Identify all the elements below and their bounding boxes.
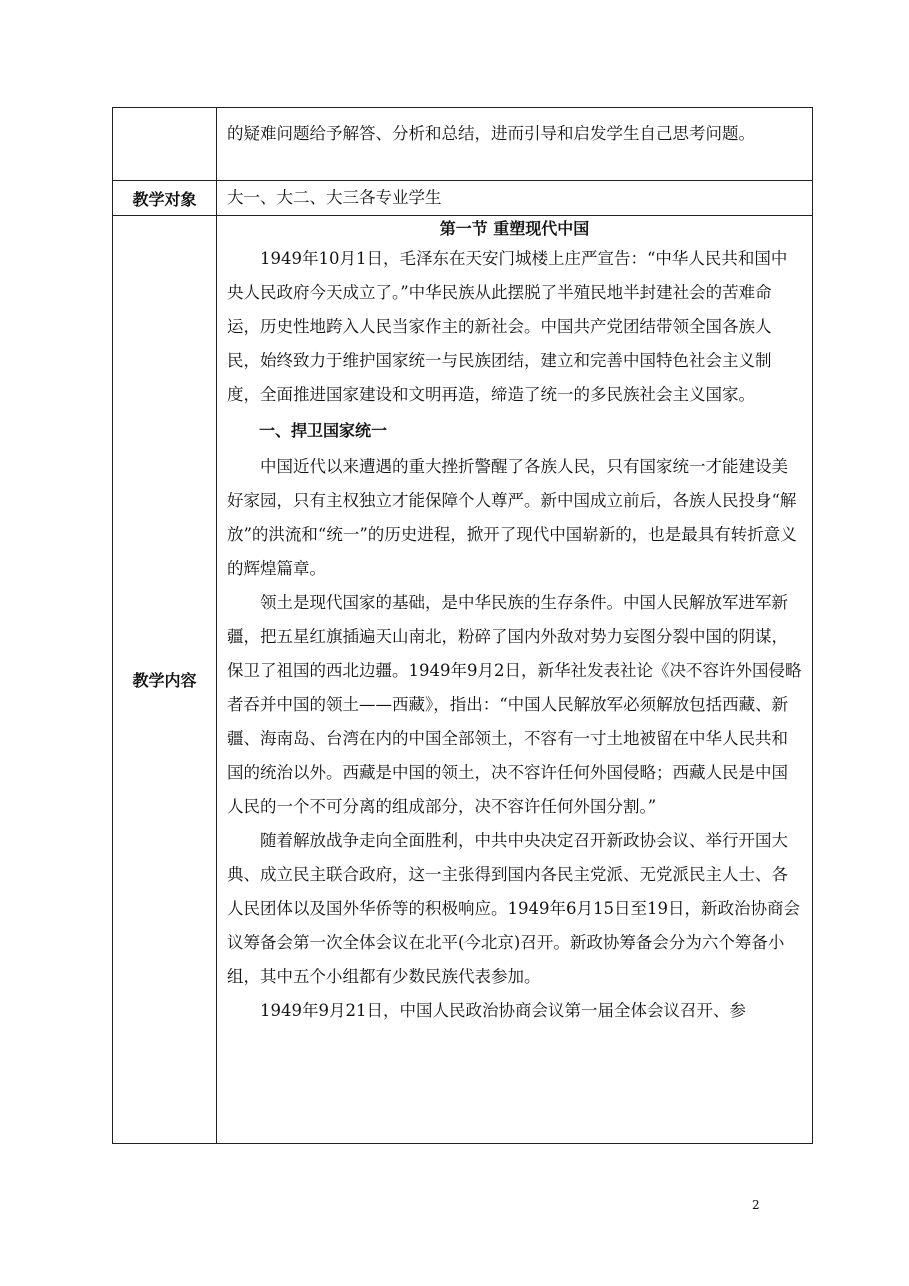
teaching-target-value [217, 181, 813, 216]
row-content [217, 108, 813, 181]
teaching-content-body [217, 216, 813, 1144]
table-row [113, 108, 813, 181]
body-paragraph: 中国近代以来遭遇的重大挫折警醒了各族人民，只有国家统一才能建设美好家园，只有主权独立才能保障个人尊严。新中国成立前后，各族人民投身“解放”的洪流和“统一”的历史进程，掀开了现代中国崭新的，也是最具有转折意义的辉煌篇章。 [227, 457, 797, 578]
table-row [113, 181, 813, 216]
lesson-plan-table [112, 107, 813, 1144]
sub-heading: 一、捍卫国家统一 [259, 421, 388, 440]
page-number: 2 [752, 1198, 760, 1212]
table-row [113, 216, 813, 1144]
continued-text: 的疑难问题给予解答、分析和总结，进而引导和启发学生自己思考问题。 [227, 124, 755, 143]
teaching-content-label: 教学内容 [113, 216, 217, 1144]
intro-paragraph: 1949年10月1日，毛泽东在天安门城楼上庄严宣告：“中华人民共和国中央人民政府今天成立了。”中华民族从此摆脱了半殖民地半封建社会的苦难命运，历史性地跨入人民当家作主的新社会。中国共产党团结带领全国各族人民，始终致力于维护国家统一与民族团结，建立和完善中国特色社会主义制度，全面推进国家建设和文明再造，缔造了统一的多民族社会主义国家。 [227, 249, 788, 404]
row-label [113, 108, 217, 181]
body-paragraph: 领土是现代国家的基础，是中华民族的生存条件。中国人民解放军进军新疆，把五星红旗插遍天山南北，粉碎了国内外敌对势力妄图分裂中国的阴谋，保卫了祖国的西北边疆。1949年9月2日，新华社发表社论《决不容许外国侵略者吞并中国的领土——西藏》，指出：“中国人民解放军必须解放包括西藏、新疆、海南岛、台湾在内的中国全部领土，不容有一寸土地被留在中华人民共和国的统治以外。西藏是中国的领土，决不容许任何外国侵略；西藏人民是中国人民的一个不可分离的组成部分，决不容许任何外国分割。” [227, 593, 802, 816]
section-title: 第一节 重塑现代中国 [439, 219, 590, 238]
teaching-target-text: 大一、大二、大三各专业学生 [227, 188, 442, 207]
body-paragraph: 随着解放战争走向全面胜利，中共中央决定召开新政协会议、举行开国大典、成立民主联合政府，这一主张得到国内各民主党派、无党派民主人士、各人民团体以及国外华侨等的积极响应。1949年6月15日至19日，新政治协商会议筹备会第一次全体会议在北平(今北京)召开。新政协筹备会分为六个筹备小组，其中五个小组都有少数民族代表参加。 [227, 831, 800, 986]
body-paragraph: 1949年9月21日，中国人民政治协商会议第一届全体会议召开、参 [260, 1001, 746, 1020]
teaching-target-label: 教学对象 [113, 181, 217, 216]
